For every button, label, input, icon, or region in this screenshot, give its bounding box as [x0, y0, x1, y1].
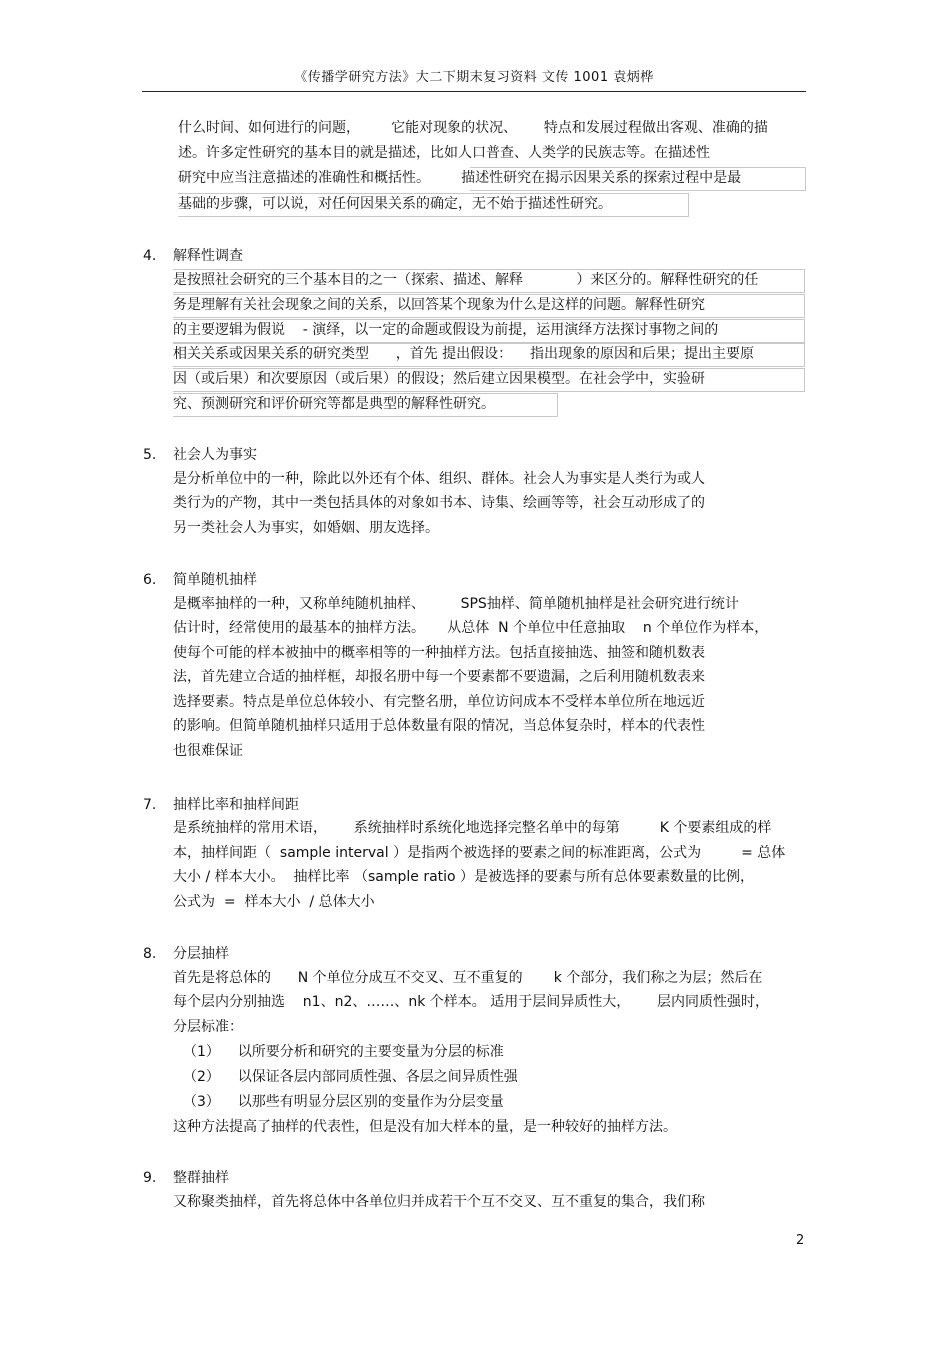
section-line: 究、预测研究和评价研究等都是典型的解释性研究。	[173, 396, 495, 412]
section-line: 的影响。但简单随机抽样只适用于总体数量有限的情况，当总体复杂时，样本的代表性	[173, 718, 705, 734]
intro-line: 研究中应当注意描述的准确性和概括性。 描述性研究在揭示因果关系的探索过程中是最	[178, 170, 742, 186]
text-highlight-box	[470, 167, 806, 191]
section-number: 8.	[143, 946, 157, 962]
section-title: 分层抽样	[173, 946, 229, 962]
section-title: 简单随机抽样	[173, 572, 257, 588]
section-line: 估计时，经常使用的最基本的抽样方法。 从总体 N 个单位中任意抽取 n 个单位作为样本，	[173, 620, 769, 636]
section-line: 首先是将总体的 N 个单位分成互不交叉、互不重复的 k 个部分，我们称之为层；然后在	[173, 970, 763, 986]
section-line: 又称聚类抽样，首先将总体中各单位归并成若干个互不交叉、互不重复的集合，我们称	[173, 1194, 705, 1210]
section-number: 6.	[143, 572, 157, 588]
section-title: 解释性调查	[173, 248, 243, 264]
section-line: 是系统抽样的常用术语， 系统抽样时系统化地选择完整名单中的每第 K 个要素组成的样	[173, 820, 772, 836]
section-line: 是概率抽样的一种，又称单纯随机抽样、 SPS抽样、简单随机抽样是社会研究进行统计	[173, 596, 739, 612]
text-highlight-box	[178, 193, 689, 217]
section-line: 这种方法提高了抽样的代表性，但是没有加大样本的量，是一种较好的抽样方法。	[173, 1119, 677, 1135]
section-number: 7.	[143, 797, 157, 813]
section-line: 法，首先建立合适的抽样框，却报名册中每一个要素都不要遗漏，之后利用随机数表来	[173, 669, 705, 685]
header-rule	[142, 91, 806, 92]
section-line: 大小 / 样本大小。 抽样比率 （sample ratio ）是被选择的要素与所有总体要素数量的比例，	[173, 869, 755, 885]
section-line: 是按照社会研究的三个基本目的之一（探索、描述、解释 ）来区分的。解释性研究的任	[173, 272, 759, 288]
section-line: 分层标准：	[173, 1019, 243, 1035]
intro-line: 什么时间、如何进行的问题， 它能对现象的状况、 特点和发展过程做出客观、准确的描	[178, 120, 768, 136]
section-line: 相关关系或因果关系的研究类型 ，首先 提出假设： 指出现象的原因和后果；提出主要原	[173, 346, 754, 362]
section-line: 公式为 = 样本大小 / 总体大小	[173, 894, 375, 910]
text-highlight-box	[173, 269, 805, 293]
section-line: 的主要逻辑为假说 - 演绎，以一定的命题或假设为前提，运用演绎方法探讨事物之间的	[173, 322, 719, 338]
text-highlight-box	[173, 368, 805, 392]
section-title: 社会人为事实	[173, 447, 257, 463]
section-line: 是分析单位中的一种，除此以外还有个体、组织、群体。社会人为事实是人类行为或人	[173, 471, 705, 487]
section-title: 抽样比率和抽样间距	[173, 797, 299, 813]
section-line: 选择要素。特点是单位总体较小、有完整名册，单位访问成本不受样本单位所在地远近	[173, 694, 705, 710]
intro-line: 述。许多定性研究的基本目的就是描述，比如人口普查、人类学的民族志等。在描述性	[178, 145, 710, 161]
text-highlight-box	[173, 393, 558, 417]
page-number: 2	[796, 1233, 805, 1248]
text-highlight-box	[173, 343, 805, 367]
list-item: （1） 以所要分析和研究的主要变量为分层的标准	[183, 1044, 504, 1060]
section-number: 9.	[143, 1170, 157, 1186]
section-line: 使每个可能的样本被抽中的概率相等的一种抽样方法。包括直接抽选、抽签和随机数表	[173, 645, 705, 661]
page-header: 《传播学研究方法》大二下期末复习资料 文传 1001 袁炳桦	[294, 70, 654, 85]
section-line: 另一类社会人为事实，如婚姻、朋友选择。	[173, 520, 439, 536]
section-line: 类行为的产物，其中一类包括具体的对象如书本、诗集、绘画等等，社会互动形成了的	[173, 495, 705, 511]
section-title: 整群抽样	[173, 1170, 229, 1186]
section-line: 务是理解有关社会现象之间的关系，以回答某个现象为什么是这样的问题。解释性研究	[173, 297, 705, 313]
section-number: 5.	[143, 447, 157, 463]
section-line: 也很难保证	[173, 743, 243, 759]
section-line: 每个层内分别抽选 n1、n2、……、nk 个样本。 适用于层间异质性大， 层内同质性强时，	[173, 994, 769, 1010]
section-number: 4.	[143, 248, 157, 264]
section-line: 因（或后果）和次要原因（或后果）的假设；然后建立因果模型。在社会学中，实验研	[173, 371, 705, 387]
list-item: （2） 以保证各层内部同质性强、各层之间异质性强	[183, 1069, 518, 1085]
text-highlight-box	[173, 319, 805, 343]
list-item: （3） 以那些有明显分层区别的变量作为分层变量	[183, 1094, 504, 1110]
section-line: 本，抽样间距（ sample interval ）是指两个被选择的要素之间的标准距离，公式为 = 总体	[173, 845, 786, 861]
text-highlight-box	[173, 294, 805, 318]
intro-line: 基础的步骤，可以说，对任何因果关系的确定，无不始于描述性研究。	[178, 196, 612, 212]
